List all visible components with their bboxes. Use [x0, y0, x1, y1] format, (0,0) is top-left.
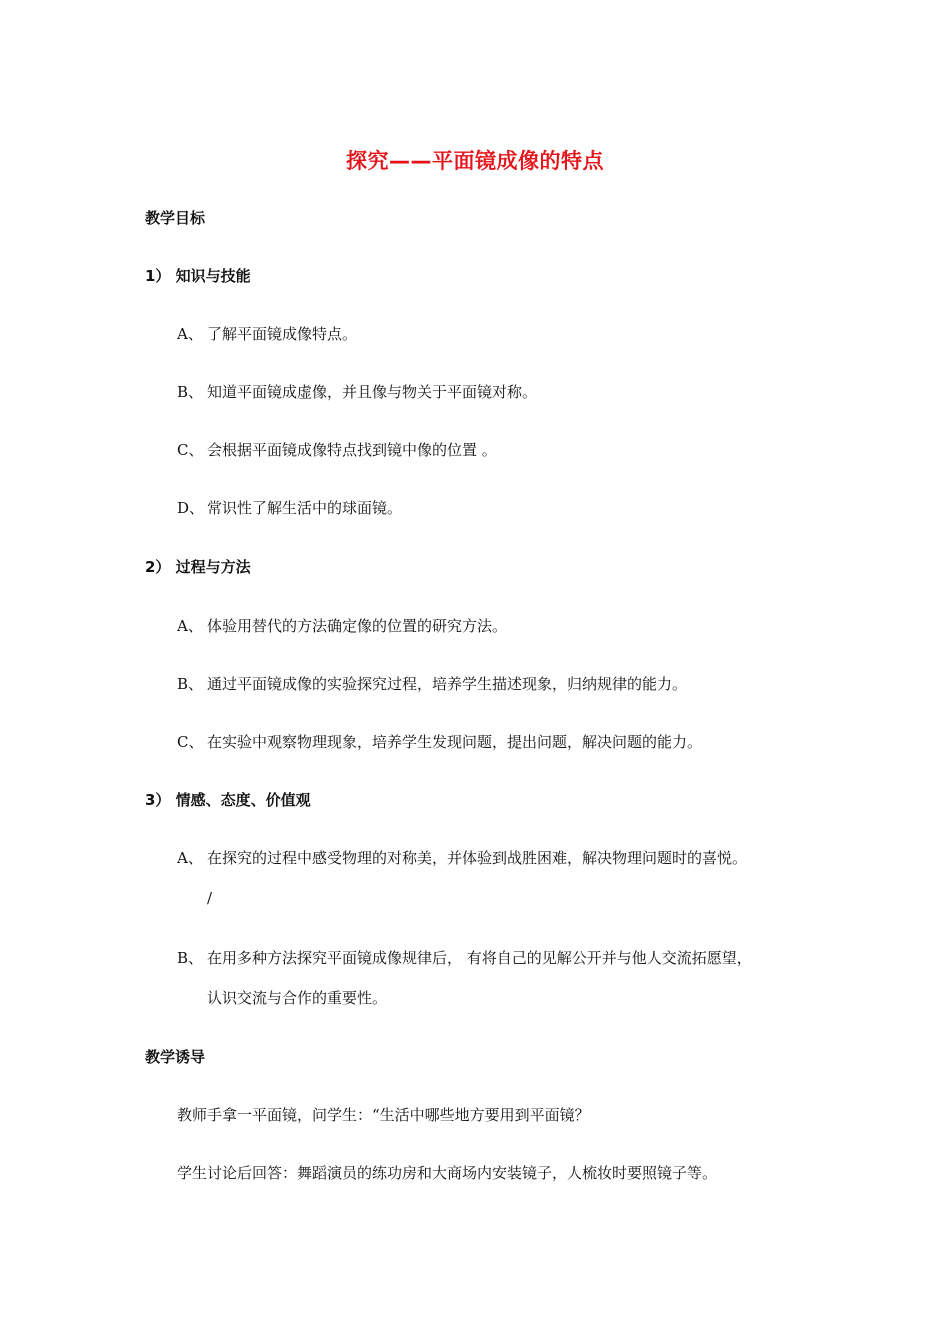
- paragraph: 学生讨论后回答：舞蹈演员的练功房和大商场内安装镜子，人梳妆时要照镜子等。: [177, 1164, 718, 1182]
- section-heading-knowledge: 1） 知识与技能: [145, 267, 251, 285]
- list-marker: C、: [177, 441, 204, 459]
- list-item-text: 知道平面镜成虚像，并且像与物关于平面镜对称。: [207, 383, 538, 401]
- list-marker: A、: [177, 617, 203, 635]
- list-item-continuation: /: [207, 889, 213, 907]
- list-item: [177, 382, 537, 402]
- list-item: [177, 674, 687, 694]
- list-marker: D、: [177, 499, 205, 517]
- document-title: 探究——平面镜成像的特点: [346, 149, 604, 173]
- list-marker: C、: [177, 733, 204, 751]
- list-item-text: 常识性了解生活中的球面镜。: [207, 499, 403, 517]
- list-marker: B、: [177, 383, 204, 401]
- list-item: [177, 948, 752, 968]
- section-heading-process: 2） 过程与方法: [145, 558, 251, 576]
- list-item-text: 在探究的过程中感受物理的对称美，并体验到战胜困难，解决物理问题时的喜悦。: [207, 849, 748, 867]
- list-marker: B、: [177, 949, 204, 967]
- list-marker: A、: [177, 325, 203, 343]
- section-heading-values: 3） 情感、态度、价值观: [145, 791, 311, 809]
- list-item-text: 在用多种方法探究平面镜成像规律后， 有将自己的见解公开并与他人交流拓愿望，: [207, 949, 752, 967]
- list-item: [177, 848, 747, 868]
- list-marker: B、: [177, 675, 204, 693]
- list-marker: A、: [177, 849, 203, 867]
- list-item-text: 了解平面镜成像特点。: [207, 325, 358, 343]
- list-item-text: 会根据平面镜成像特点找到镜中像的位置 。: [207, 441, 497, 459]
- list-item: [177, 498, 402, 518]
- section-heading-objectives: 教学目标: [145, 209, 206, 227]
- list-item-text: 在实验中观察物理现象，培养学生发现问题，提出问题，解决问题的能力。: [207, 733, 703, 751]
- list-item-continuation: 认识交流与合作的重要性。: [207, 989, 388, 1007]
- list-item: [177, 616, 507, 636]
- list-item: [177, 732, 702, 752]
- paragraph: 教师手拿一平面镜，问学生：“生活中哪些地方要用到平面镜？: [177, 1106, 590, 1124]
- list-item-text: 通过平面镜成像的实验探究过程，培养学生描述现象，归纳规律的能力。: [207, 675, 688, 693]
- list-item-text: 体验用替代的方法确定像的位置的研究方法。: [207, 617, 508, 635]
- list-item: [177, 440, 497, 460]
- list-item: [177, 324, 357, 344]
- section-heading-guidance: 教学诱导: [145, 1048, 206, 1066]
